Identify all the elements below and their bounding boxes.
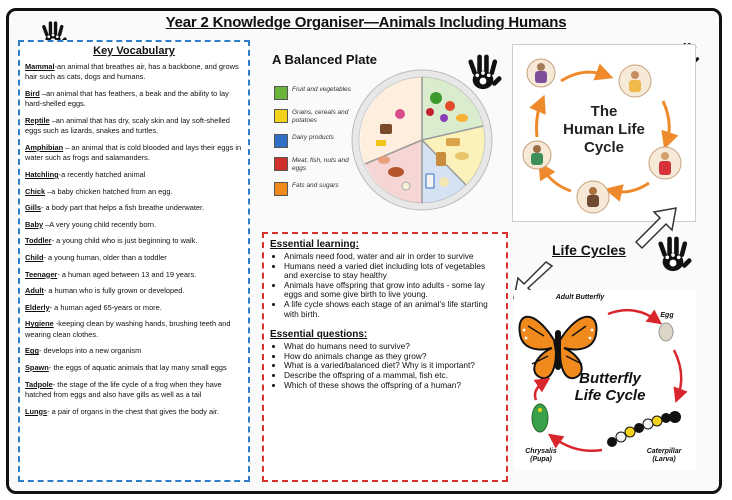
vocabulary-definition: - a young child who is just beginning to walk. [51,236,198,246]
adult-butterfly-label: Adult Butterfly [555,294,605,301]
vocabulary-item [25,346,243,356]
essential-questions-heading: Essential questions: [270,329,368,341]
butterfly-icon [519,317,596,378]
legend-item [274,134,354,148]
legend-label: Dairy products [292,134,334,141]
title-line: The [590,103,618,120]
essential-learning-list [270,252,500,319]
vocabulary-definition: -keeping clean by washing hands, brushing teeth and wearing clean clothes. [25,319,231,339]
vocabulary-term: Adult [25,286,44,296]
vocabulary-term: Lungs [25,406,48,416]
page-title: Year 2 Knowledge Organiser—Animals Including Humans [165,14,567,31]
balanced-plate-illustration [350,64,494,214]
legend-swatch [274,134,288,148]
plate-legend [274,86,354,205]
vocabulary-definition: - a human aged between 13 and 19 years. [57,269,197,279]
vocabulary-term: Teenager [25,269,58,279]
chrysalis-icon [532,404,548,432]
vocabulary-item [25,143,243,164]
legend-swatch [274,86,288,100]
balanced-plate-panel [262,44,498,220]
vocabulary-term: Hatchling [25,170,59,179]
vocabulary-term: Toddler [25,236,52,246]
legend-item [274,182,354,196]
stage-name: Chrysalis [525,448,557,455]
vocabulary-item [25,220,243,230]
stage-sub: (Larva) [652,456,676,463]
key-vocabulary-panel [18,40,250,482]
caterpillar-label [636,448,692,464]
vocabulary-item [25,203,243,213]
essential-questions-list [270,342,500,390]
vocabulary-item [25,303,243,313]
question-item: • Describe the offspring of a mammal, fish etc. [284,371,500,381]
title-line: Life Cycle [574,387,646,404]
title-line: Human Life [563,121,645,138]
vocabulary-definition: - the eggs of aquatic animals that lay many small eggs [48,362,227,372]
title-line: Cycle [583,139,625,156]
life-cycles-heading: Life Cycles [552,242,626,258]
vocabulary-definition: - the stage of the life cycle of a frog when they have hatched from eggs and also have gills as well as a tail [25,379,222,399]
vocabulary-definition: –an animal that has dry, scaly skin and lay soft-shelled eggs such as lizards, snakes and turtles. [25,116,230,136]
vocabulary-item [25,407,243,417]
legend-item [274,86,354,100]
question-item: • Which of these shows the offspring of a human? [284,381,500,391]
vocabulary-definition: – an animal that is cold blooded and lays their eggs in water such as frogs and salamanders. [25,143,242,163]
vocabulary-item [25,62,243,83]
vocabulary-term: Amphibian [25,143,64,152]
legend-swatch [274,157,288,171]
butterfly-life-cycle-title [560,370,660,404]
vocabulary-definition: - a human who is fully grown or developed. [43,286,185,296]
legend-item [274,109,354,125]
vocabulary-item [25,270,243,280]
legend-label: Fruit and vegetables [292,86,351,93]
butterfly-life-cycle-panel [514,290,696,470]
vocabulary-item [25,253,243,263]
learning-point: • Animals have offspring that grow into adults - some lay eggs and some give birth to live young. [284,281,500,300]
vocabulary-item [25,319,243,340]
question-item: • What do humans need to survive? [284,342,500,352]
learning-point: • Animals need food, water and air in order to survive [284,252,500,262]
stage-sub: (Pupa) [530,456,552,463]
vocabulary-definition: - a young human, older than a toddler [43,252,167,262]
chrysalis-label [518,448,564,464]
vocabulary-term: Bird [25,89,40,98]
vocabulary-term: Chick [25,186,46,196]
stage-name: Caterpillar [646,448,682,455]
legend-swatch [274,109,288,123]
caterpillar-icon [607,411,681,447]
vocabulary-definition: –an animal that has feathers, a beak and the ability to lay hard-shelled eggs. [25,89,229,109]
vocabulary-term: Egg [25,346,39,356]
human-life-cycle-panel [512,44,696,222]
vocabulary-term: Tadpole [25,379,53,389]
legend-item [274,157,354,173]
plate-title: A Balanced Plate [272,52,378,67]
vocabulary-definition: –A very young child recently born. [43,219,157,229]
essential-learning-heading: Essential learning: [270,239,359,250]
question-item: • How do animals change as they grow? [284,352,500,362]
egg-label: Egg [660,312,674,319]
vocabulary-term: Mammal [25,62,55,71]
human-life-cycle-title [563,103,645,157]
essential-panel [262,232,508,482]
vocabulary-definition: - a pair of organs in the chest that gives the body air. [47,406,219,416]
legend-swatch [274,182,288,196]
vocabulary-item [25,236,243,246]
vocabulary-term: Hygiene [25,319,54,329]
vocabulary-term: Gills [25,203,42,213]
vocabulary-heading: Key Vocabulary [93,45,175,57]
vocabulary-term: Reptile [25,116,50,125]
learning-point: • A life cycle shows each stage of an animal’s life starting with birth. [284,300,500,319]
vocabulary-definition: - a body part that helps a fish breathe underwater. [41,203,205,213]
legend-label: Meat, fish, nuts and eggs [292,157,349,172]
learning-point: • Humans need a varied diet including lots of vegetables and exercise to stay healthy [284,262,500,281]
vocabulary-definition: - a human aged 65-years or more. [49,302,162,312]
vocabulary-item [25,116,243,137]
vocabulary-term: Spawn [25,362,49,372]
vocabulary-term: Child [25,252,44,262]
legend-label: Grains, cereals and potatoes [292,109,349,124]
vocabulary-definition: - develops into a new organism [38,346,142,356]
question-item: • What is a varied/balanced diet? Why is it important? [284,361,500,371]
vocabulary-item [25,286,243,296]
title-line: Butterfly [579,370,641,387]
vocabulary-term: Elderly [25,302,50,312]
vocabulary-item [25,187,243,197]
vocabulary-item [25,89,243,110]
vocabulary-term: Baby [25,219,44,229]
legend-label: Fats and sugars [292,182,339,189]
vocabulary-list [25,62,243,417]
vocabulary-definition: -an animal that breathes air, has a backbone, and grows hair such as cats, dogs and humans. [25,62,239,82]
vocabulary-item [25,380,243,401]
vocabulary-definition: –a baby chicken hatched from an egg. [45,186,173,196]
egg-icon [659,323,673,341]
vocabulary-definition: -a recently hatched animal [58,170,146,179]
vocabulary-item [25,170,243,180]
vocabulary-item [25,363,243,373]
